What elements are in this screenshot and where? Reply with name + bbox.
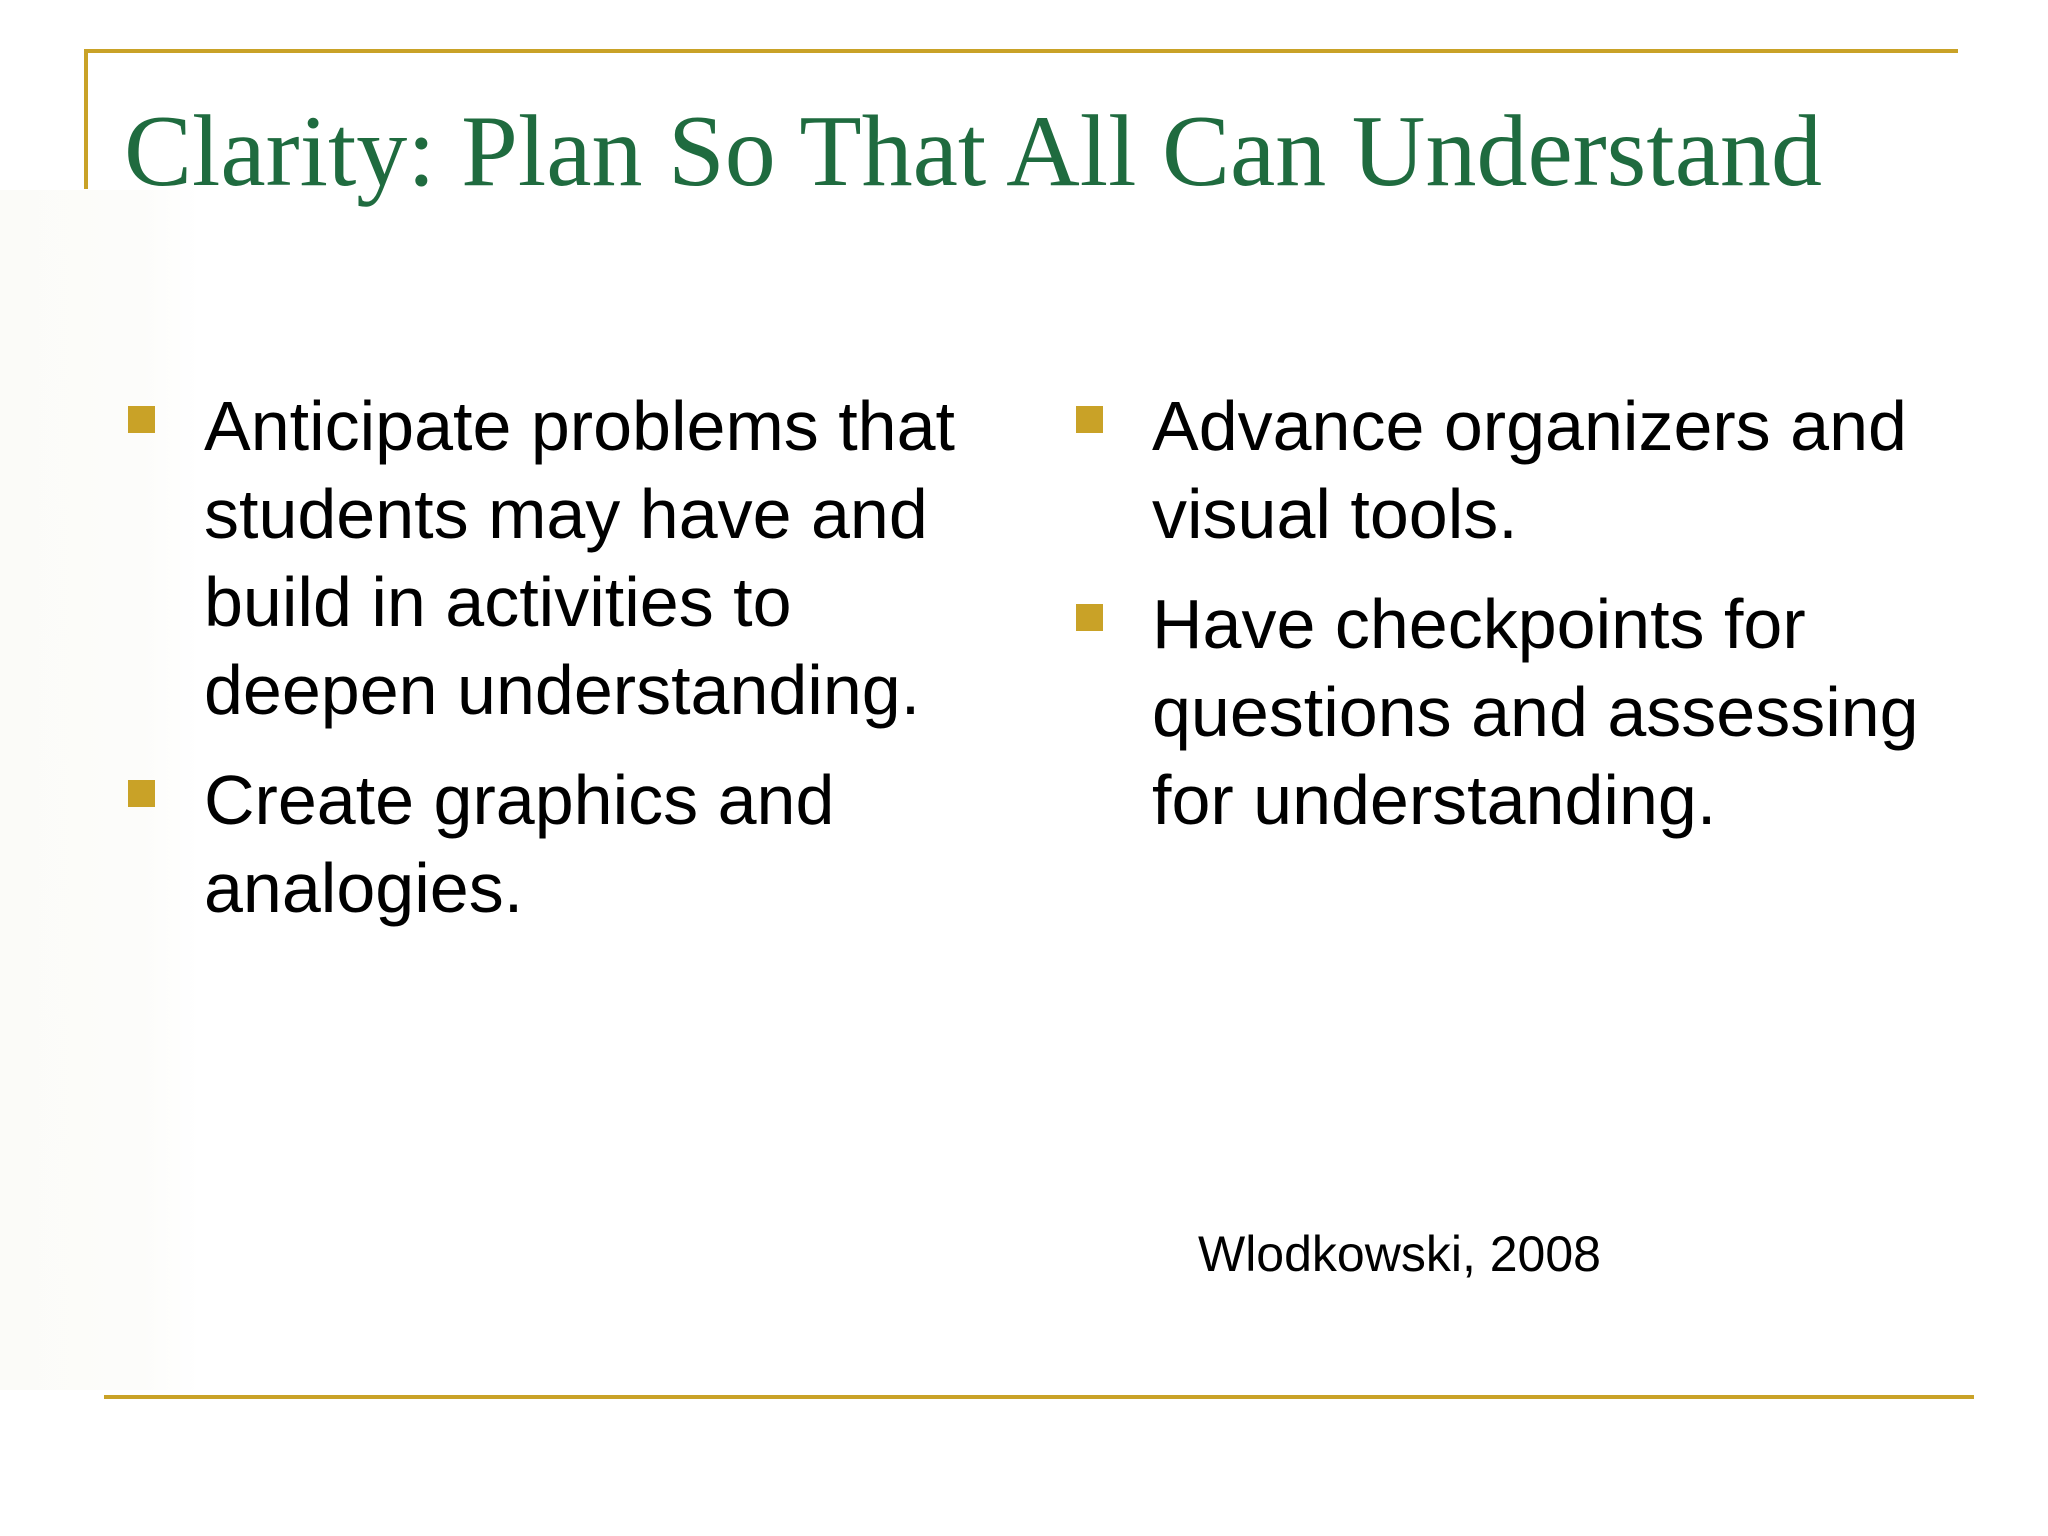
left-bullet-list [124,382,1024,954]
bullet-text: Have checkpoints for questions and assessing for understanding. [1152,585,1919,839]
square-bullet-icon [1076,406,1103,433]
left-rule [84,49,88,189]
square-bullet-icon [1076,604,1103,631]
list-item [1072,382,1972,558]
citation: Wlodkowski, 2008 [1198,1226,1601,1282]
square-bullet-icon [128,406,155,433]
slide-title: Clarity: Plan So That All Can Understand [124,95,1822,208]
list-item [1072,580,1972,844]
bullet-text: Anticipate problems that students may have and build in activities to deepen understanding. [204,387,955,729]
bullet-text: Create graphics and analogies. [204,761,835,927]
bottom-rule [104,1395,1974,1399]
square-bullet-icon [128,780,155,807]
list-item [124,756,1024,932]
top-rule [84,49,1958,53]
right-bullet-list [1072,382,1972,866]
bullet-text: Advance organizers and visual tools. [1152,387,1907,553]
list-item [124,382,1024,734]
